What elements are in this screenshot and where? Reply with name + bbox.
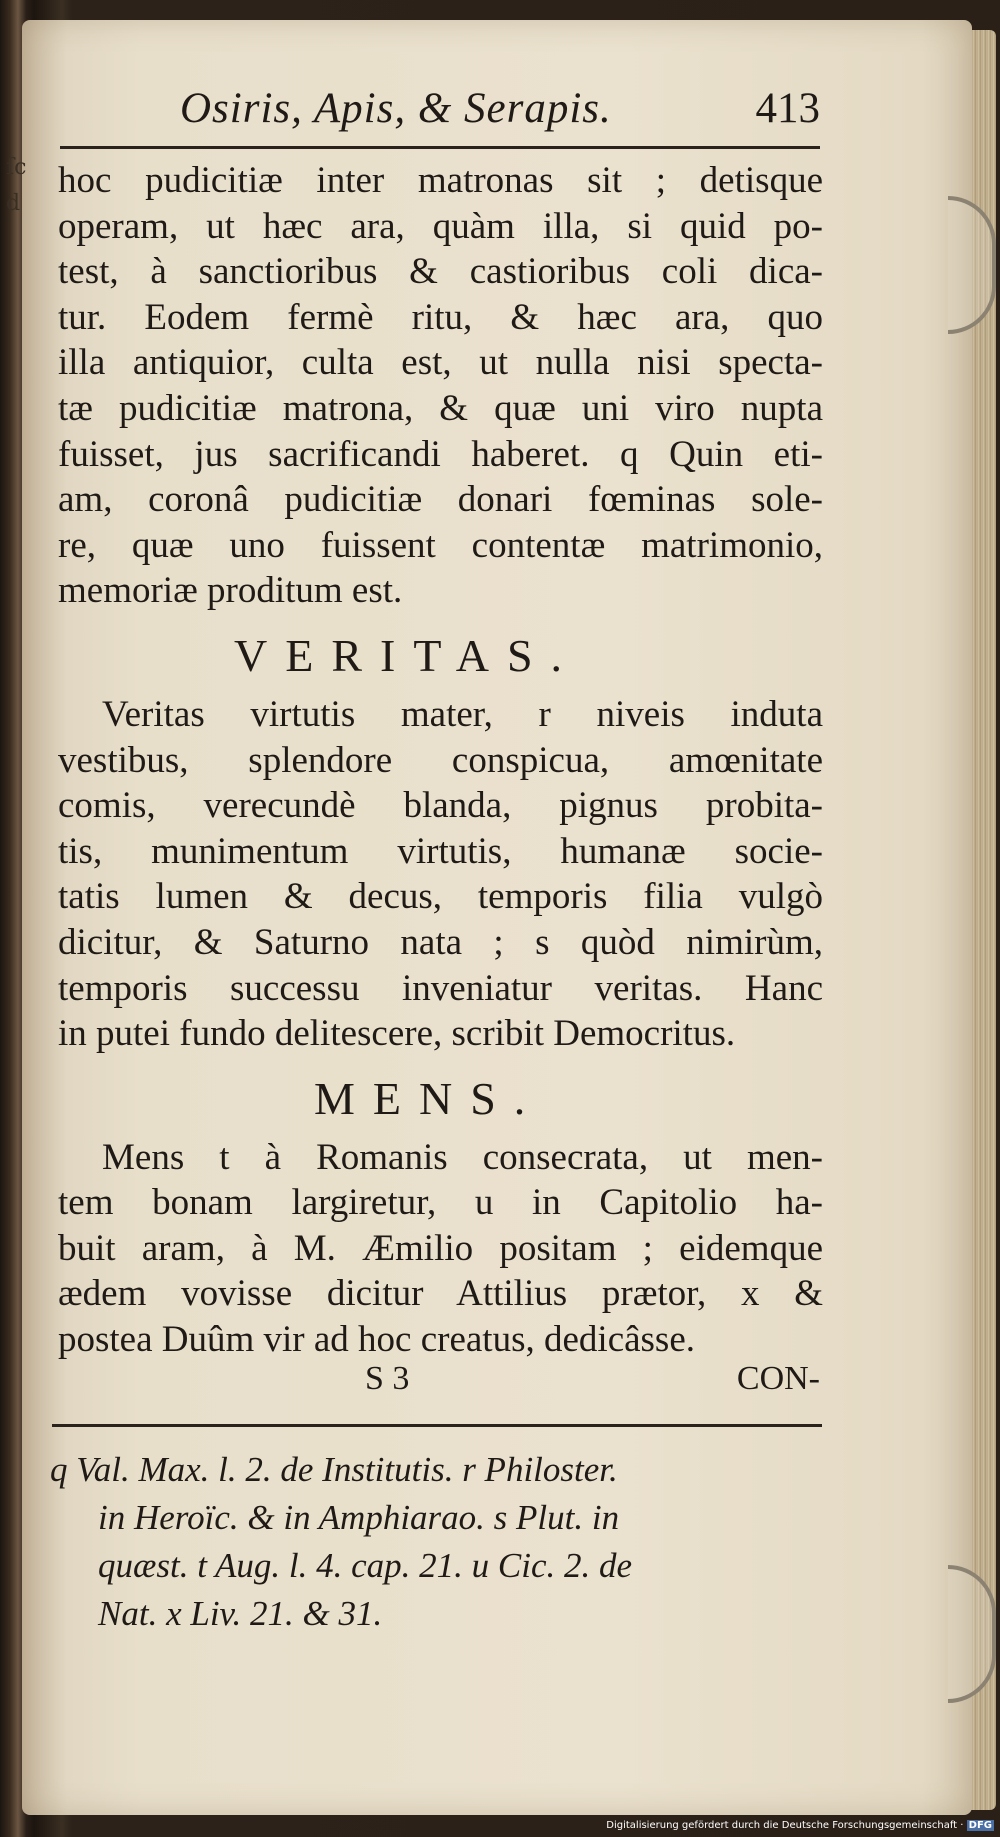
text-line: re, quæ uno fuissent contentæ matrimonio, <box>58 524 823 566</box>
footnote-rule <box>52 1424 822 1427</box>
text-line: hoc pudicitiæ inter matronas sit ; detisque <box>58 160 823 201</box>
header-rule <box>60 146 820 149</box>
text-line: illa antiquior, culta est, ut nulla nisi specta- <box>58 342 823 384</box>
text-line: vestibus, splendore conspicua, amœnitate <box>58 739 823 781</box>
footnotes <box>50 1446 820 1638</box>
text-line: temporis successu inveniatur veritas. Hanc <box>58 967 823 1009</box>
text-line: test, à sanctioribus & castioribus coli dica- <box>58 251 823 293</box>
text-line: ædem vovisse dicitur Attilius prætor, x & <box>58 1273 823 1315</box>
paragraph-pudicitia <box>58 158 823 614</box>
footnote-line: Nat. x Liv. 21. & 31. <box>98 1594 383 1633</box>
running-title: Osiris, Apis, & Serapis. <box>180 85 612 132</box>
text-line: fuisset, jus sacrificandi haberet. q Quin eti- <box>58 433 823 475</box>
text-line: postea Duûm vir ad hoc creatus, dedicâsse. <box>58 1319 696 1361</box>
credit-text: Digitalisierung gefördert durch die Deutsche Forschungsgemeinschaft · <box>606 1820 964 1831</box>
main-text <box>58 158 823 1363</box>
text-line: operam, ut hæc ara, quàm illa, si quid po- <box>58 205 823 247</box>
text-line: in putei fundo delitescere, scribit Democritus. <box>58 1013 736 1055</box>
text-line: buit aram, à M. Æmilio positam ; eidemque <box>58 1227 823 1269</box>
text-line: Mens t à Romanis consecrata, ut men- <box>102 1136 823 1178</box>
text-line: tis, munimentum virtutis, humanæ socie- <box>58 830 823 872</box>
section-heading-mens: MENS. <box>314 1072 544 1124</box>
paragraph-veritas <box>58 692 823 1057</box>
text-line: memoriæ proditum est. <box>58 570 403 612</box>
catchword: CON- <box>736 1360 820 1397</box>
footnote-line: quæst. t Aug. l. 4. cap. 21. u Cic. 2. de <box>98 1546 633 1585</box>
signature-mark: S 3 <box>365 1360 410 1397</box>
signature-line <box>0 1360 820 1410</box>
text-line: tem bonam largiretur, u in Capitolio ha- <box>58 1182 823 1224</box>
page-number: 413 <box>755 85 820 132</box>
running-header <box>60 84 820 140</box>
adjacent-page-fragment: ſc d <box>6 155 27 216</box>
paragraph-mens <box>58 1135 823 1363</box>
text-line: dicitur, & Saturno nata ; s quòd nimirùm, <box>58 921 823 963</box>
text-line: tæ pudicitiæ matrona, & quæ uni viro nupta <box>58 387 823 429</box>
text-line: comis, verecundè blanda, pignus probita- <box>58 785 823 827</box>
digitization-credit <box>606 1820 994 1831</box>
footnote-line: in Heroïc. & in Amphiarao. s Plut. in <box>98 1498 620 1537</box>
text-line: tur. Eodem fermè ritu, & hæc ara, quo <box>58 296 823 338</box>
dfg-logo: DFG <box>968 1820 992 1831</box>
text-line: Veritas virtutis mater, r niveis induta <box>102 693 823 735</box>
footnote-line: q Val. Max. l. 2. de Institutis. r Philoster. <box>50 1450 618 1489</box>
text-line: tatis lumen & decus, temporis filia vulgò <box>58 876 823 918</box>
text-line: am, coronâ pudicitiæ donari fœminas sole- <box>58 479 823 521</box>
section-heading-veritas: VERITAS. <box>234 629 581 681</box>
